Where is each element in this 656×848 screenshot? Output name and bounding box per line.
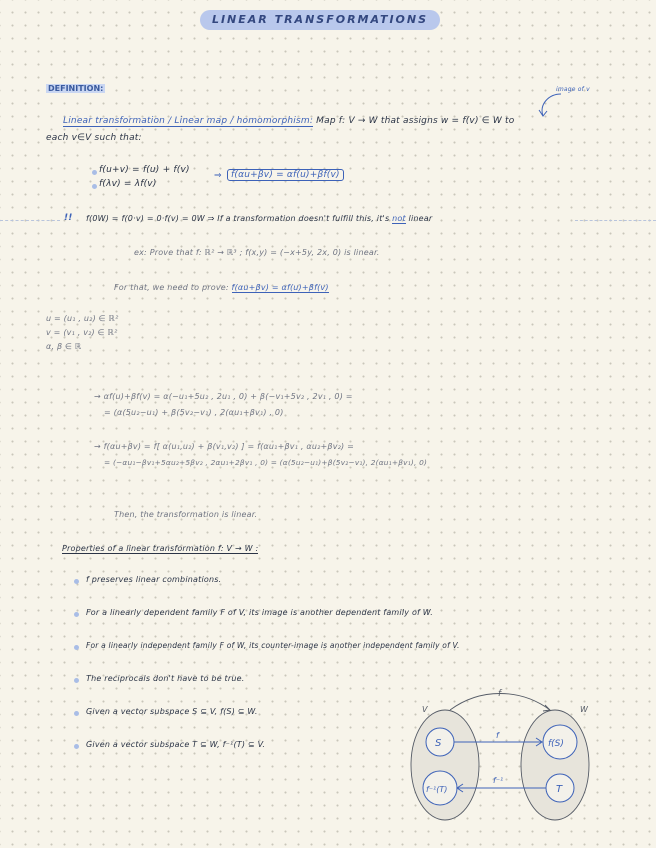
diagram-arrow-label-finv: f⁻¹ xyxy=(493,776,504,785)
example-need xyxy=(114,283,329,292)
bullet xyxy=(74,612,79,617)
diagram-label-T: T xyxy=(556,784,563,795)
property-item: The reciprocals don't have to be true. xyxy=(86,674,245,683)
setup-v: v = (v₁ , v₂) ∈ ℝ² xyxy=(46,328,118,337)
additivity-property: f(u+v) = f(u) + f(v) xyxy=(99,165,190,175)
warning-linear: linear xyxy=(408,214,433,223)
image-annotation: image of v xyxy=(556,86,590,93)
bullet xyxy=(74,678,79,683)
bullet xyxy=(74,711,79,716)
bullet xyxy=(74,645,79,650)
diagram-label-W: W xyxy=(580,705,588,714)
example-need-intro: For that, we need to prove: xyxy=(114,283,229,292)
calc-rhs-line-2: = (α(5u₂−u₁) + β(5v₂−v₁) , 2(αu₁+βv₁) , 0) xyxy=(104,408,284,417)
warning-text xyxy=(86,214,432,223)
warning-marker: !! xyxy=(64,213,73,223)
diagram-label-fS: f(S) xyxy=(548,739,564,749)
example-conclusion: Then, the transformation is linear. xyxy=(114,510,258,519)
definition-line-1 xyxy=(63,116,514,126)
property-item: f preserves linear combinations. xyxy=(86,575,222,584)
diagram-label-f: f xyxy=(498,689,502,699)
diagram-arrow-label-f: f xyxy=(496,731,499,740)
property-item: Given a vector subspace S ⊆ V, f(S) ⊆ W. xyxy=(86,707,258,716)
combined-linearity-property: f(αu+βv) = αf(u)+βf(v) xyxy=(227,169,344,181)
separator-right xyxy=(575,220,656,221)
property-item: For a linearly independent family F of W, its counter-image is another independent family of V. xyxy=(86,641,460,650)
definition-map: Map f: V → W that assigns w = f(v) ∈ W to xyxy=(316,116,515,126)
setup-scalars: α, β ∈ ℝ xyxy=(46,342,82,351)
diagram-label-V: V xyxy=(422,705,428,714)
warning-text-main: f(0W) = f(0·v) = 0·f(v) = 0W ⇒ If a transformation doesn't fulfill this, it's xyxy=(86,214,390,223)
property-item: Given a vector subspace T ⊆ W, f⁻¹(T) ⊆ V. xyxy=(86,740,266,749)
example-need-formula: f(αu+βv) = αf(u)+βf(v) xyxy=(231,283,329,292)
calc-rhs-line-1: → αf(u)+βf(v) = α(−u₁+5u₂ , 2u₁ , 0) + β(−v₁+5v₂ , 2v₁ , 0) = xyxy=(94,392,353,401)
homogeneity-property: f(λv) = λf(v) xyxy=(99,179,157,189)
example-prompt: ex: Prove that f: ℝ² → ℝ³ ; f(x,y) = (−x+5y, 2x, 0) is linear. xyxy=(134,248,380,257)
page-title: LINEAR TRANSFORMATIONS xyxy=(200,10,440,30)
bullet xyxy=(92,184,97,189)
mapping-diagram xyxy=(400,680,610,830)
diagram-label-finvT: f⁻¹(T) xyxy=(426,785,448,794)
calc-lhs-line-1: → f(αu+βv) = f[ α(u₁,u₂) + β(v₁,v₂) ] = f(αu₁+βv₁ , αu₂+βv₂) = xyxy=(94,442,355,451)
property-item: For a linearly dependent family F of V, its image is another dependent family of W. xyxy=(86,608,433,617)
separator-left xyxy=(0,220,60,221)
bullet xyxy=(92,170,97,175)
definition-line-2: each v∈V such that: xyxy=(46,133,142,143)
calc-lhs-line-2: = (−αu₁−βv₁+5αu₂+5βv₂ , 2αu₁+2βv₁ , 0) = (α(5u₂−u₁)+β(5v₂−v₁), 2(αu₁+βv₁), 0) xyxy=(104,458,428,467)
definition-term: Linear transformation / Linear map / homomorphism: xyxy=(63,116,314,126)
setup-u: u = (u₁ , u₂) ∈ ℝ² xyxy=(46,314,119,323)
properties-heading: Properties of a linear transformation f: V → W : xyxy=(62,544,259,553)
bullet xyxy=(74,744,79,749)
bullet xyxy=(74,579,79,584)
diagram-label-S: S xyxy=(435,738,442,749)
warning-not: not xyxy=(392,214,406,223)
implies-arrow: ⇒ xyxy=(214,171,222,181)
definition-label: DEFINITION: xyxy=(48,84,104,93)
